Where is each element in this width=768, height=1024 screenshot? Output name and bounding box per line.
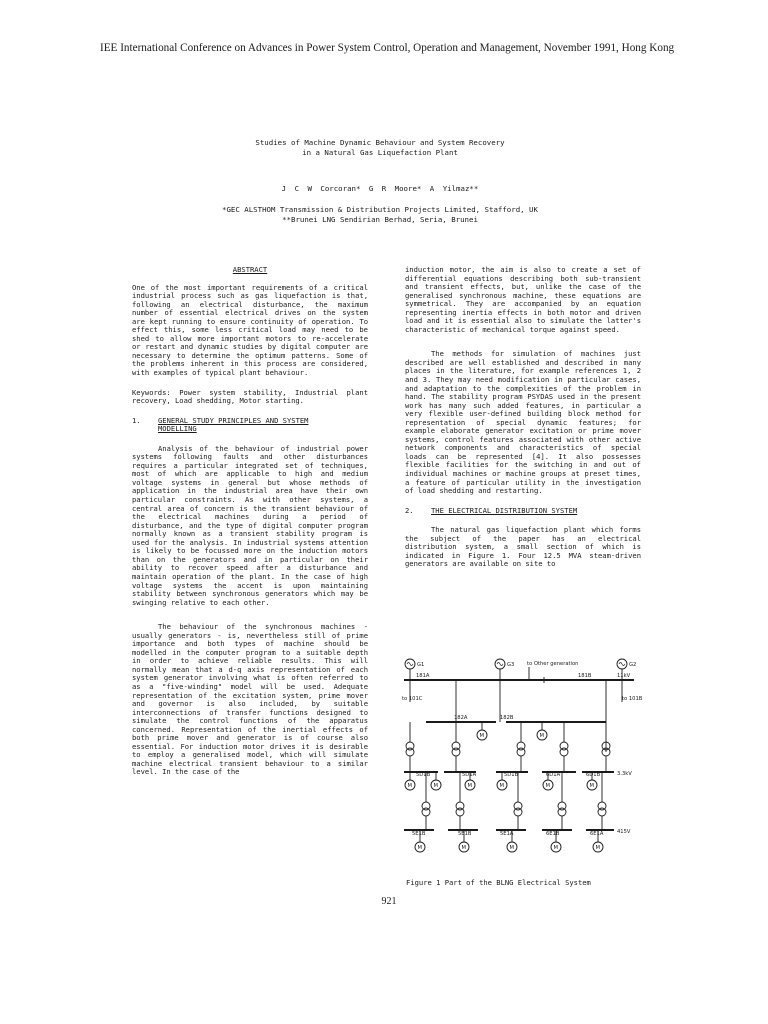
- section-2-paragraph-1: The natural gas liquefaction plant which forms the subject of the paper has an electrical distribution system, a small section of which is indicated in Figure 1. Four 12.5 MVA steam-driven generators are available on site to: [405, 525, 641, 569]
- section-1-heading: [132, 417, 368, 434]
- abstract-text: One of the most important requirements of a critical industrial process such as gas liquefaction is that, following an electrical disturbance, the maximum number of essential electrical drives on the system are kept running to ensure continuity of operation. To effect this, some less critical load may need to be shed to allow more important motors to re-accelerate or restart and dynamic studies by digital computer are necessary to determine the optimum patterns. Some of the problems inherent in this process are considered, with examples of typical plant behaviour.: [132, 282, 368, 378]
- paper-title: [140, 138, 620, 158]
- generator-g1-label: G1: [417, 662, 425, 668]
- figure-1-caption: Figure 1 Part of the BLNG Electrical System: [406, 878, 591, 887]
- bus-5e1a-label: 5E1A: [500, 831, 514, 837]
- bus-182b-label: 182B: [500, 715, 514, 721]
- bus-6d1a-label: 6D1A: [546, 772, 561, 778]
- section-1-paragraph-3: induction motor, the aim is also to create a set of differential equations describing both sub-transient and transient effects, but, unlike the case of the generalised synchronous machine, these equations are symmetrical. They are accompanied by an equation representing inertia effects in both motor and driven load and it is essential also to simulate the latter's characteristic of mechanical torque against speed.: [405, 265, 641, 334]
- section-1-paragraph-2: The behaviour of the synchronous machines - usually generators - is, nevertheless still of prime importance and both types of machine should be modelled in the computer program to a suitable depth in order to achieve reliable results. This will normally mean that a d-q axis representation of each system generator involving what is often referred to as a "five-winding" model will be used. Adequate representation of the excitation system, prime mover and governor is also included, by suitable interconnections of transfer functions designed to simulate the control functions of the apparatus concerned. Representation of the inertial effects of both prime mover and generator is of course also essential. For induction motor drives it is desirable to employ a generalised model, which will simulate machine electrical transient behaviour to a similar level. In the case of the: [132, 622, 368, 777]
- motor-5d1a-label: M: [467, 783, 472, 789]
- keywords: Keywords: Power system stability, Industrial plant recovery, Load shedding, Motor starting.: [132, 387, 368, 406]
- voltage-11kv-label: 11kV: [617, 673, 631, 679]
- bus-181a-label: 181A: [416, 673, 430, 679]
- motor-182a-label: M: [479, 733, 484, 739]
- section-1-title-line-1: GENERAL STUDY PRINCIPLES AND SYSTEM: [158, 415, 309, 425]
- section-1-paragraph-4: The methods for simulation of machines just described are well established and described in many places in the literature, for example references 1, 2 and 3. They may need modification in particular cases, and adaptation to the complexities of the problem in hand. The stability program PSYDAS used in the present work has many such added features, in particular a very flexible user-defined building block method for representation of special dynamic features; for example elaborate generator excitation or prime mover systems, control features associated with other active network components and characteristics of special loads can be represented [4]. It also possesses flexible facilities for the switching in and out of individual machines or machine groups at preset times, a feature of particular utility in the investigation of load shedding and restarting.: [405, 349, 641, 496]
- bus-181b-label: 181B: [578, 673, 592, 679]
- section-1-number: 1.: [132, 415, 141, 425]
- generator-g2-label: G2: [629, 662, 637, 668]
- bus-5e1b-label: 5E1B: [412, 831, 426, 837]
- voltage-3-3kv-label: 3.3kV: [617, 771, 632, 777]
- section-1-paragraph-1: Analysis of the behaviour of industrial power systems following faults and other disturbances requires a particular integrated set of techniques, most of which are applicable to high and medium voltage systems in general but whose methods of application in the industrial area have their own particular constraints. As with other systems, a central area of concern is the transient behaviour of the electrical machines during a period of disturbance, and the type of digital computer program normally known as a transient stability program is used for the analysis. In industrial systems attention is likely to be focussed more on the induction motors than on the generators and in particular on their ability to recover speed after a disturbance and maintain operation of the plant. In the case of high voltage systems the accent is upon maintaining stability between synchronous generators which may be swinging relative to each other.: [132, 443, 368, 607]
- bus-5d1b-label: 5D1B: [416, 772, 431, 778]
- motor-6e1a-label: M: [595, 845, 600, 851]
- title-line-1: Studies of Machine Dynamic Behaviour and System Recovery: [255, 138, 505, 147]
- title-line-2: in a Natural Gas Liquefaction Plant: [302, 148, 458, 157]
- author-list: J C W Corcoran* G R Moore* A Yilmaz**: [281, 184, 479, 193]
- affiliation-1: *GEC ALSTHOM Transmission & Distribution Projects Limited, Stafford, UK: [222, 205, 538, 214]
- section-1-title-line-2: MODELLING: [158, 424, 197, 434]
- motor-5e1a-label: M: [509, 845, 514, 851]
- motor-5d1b-3-label: M: [499, 783, 504, 789]
- voltage-415v-label: 415V: [617, 829, 631, 835]
- motor-5d1b-1-label: M: [407, 783, 412, 789]
- motor-5e1b-2-label: M: [461, 845, 466, 851]
- section-1-title: [158, 417, 308, 434]
- bus-6e1b-label: 6E1B: [546, 831, 560, 837]
- motor-6d1b-label: M: [589, 783, 594, 789]
- section-2-title: THE ELECTRICAL DISTRIBUTION SYSTEM: [431, 505, 578, 515]
- bus-6d1b-label: 6D1B: [586, 772, 601, 778]
- page-number: 921: [381, 896, 397, 907]
- other-generation-label: to Other generation: [527, 661, 579, 667]
- feeder-101b-label: to 101B: [622, 696, 643, 702]
- affiliations: [140, 205, 620, 225]
- figure-1-diagram: [396, 652, 646, 874]
- motor-5d1b-2-label: M: [433, 783, 438, 789]
- motor-6d1a-label: M: [545, 783, 550, 789]
- generator-g3-label: G3: [507, 662, 515, 668]
- section-2-number: 2.: [405, 505, 414, 515]
- conference-header: IEE International Conference on Advances in Power System Control, Operation and Management, November 1991, Hong Kong: [100, 42, 675, 54]
- bus-5d1b-2-label: 5D1B: [504, 772, 519, 778]
- left-column: [132, 266, 368, 777]
- bus-6e1a-label: 6E1A: [590, 831, 604, 837]
- feeder-101c-label: to 101C: [402, 696, 423, 702]
- motor-5e1b-label: M: [417, 845, 422, 851]
- bus-182a-label: 182A: [454, 715, 468, 721]
- affiliation-2: **Brunei LNG Sendirian Berhad, Seria, Brunei: [282, 215, 478, 224]
- motor-182b-label: M: [539, 733, 544, 739]
- bus-5e1b-2-label: 5E1B: [458, 831, 472, 837]
- right-column: [405, 266, 641, 569]
- abstract-heading: ABSTRACT: [232, 265, 268, 274]
- section-2-heading: [405, 507, 641, 516]
- bus-5d1a-label: 5D1A: [462, 772, 477, 778]
- motor-6e1b-label: M: [553, 845, 558, 851]
